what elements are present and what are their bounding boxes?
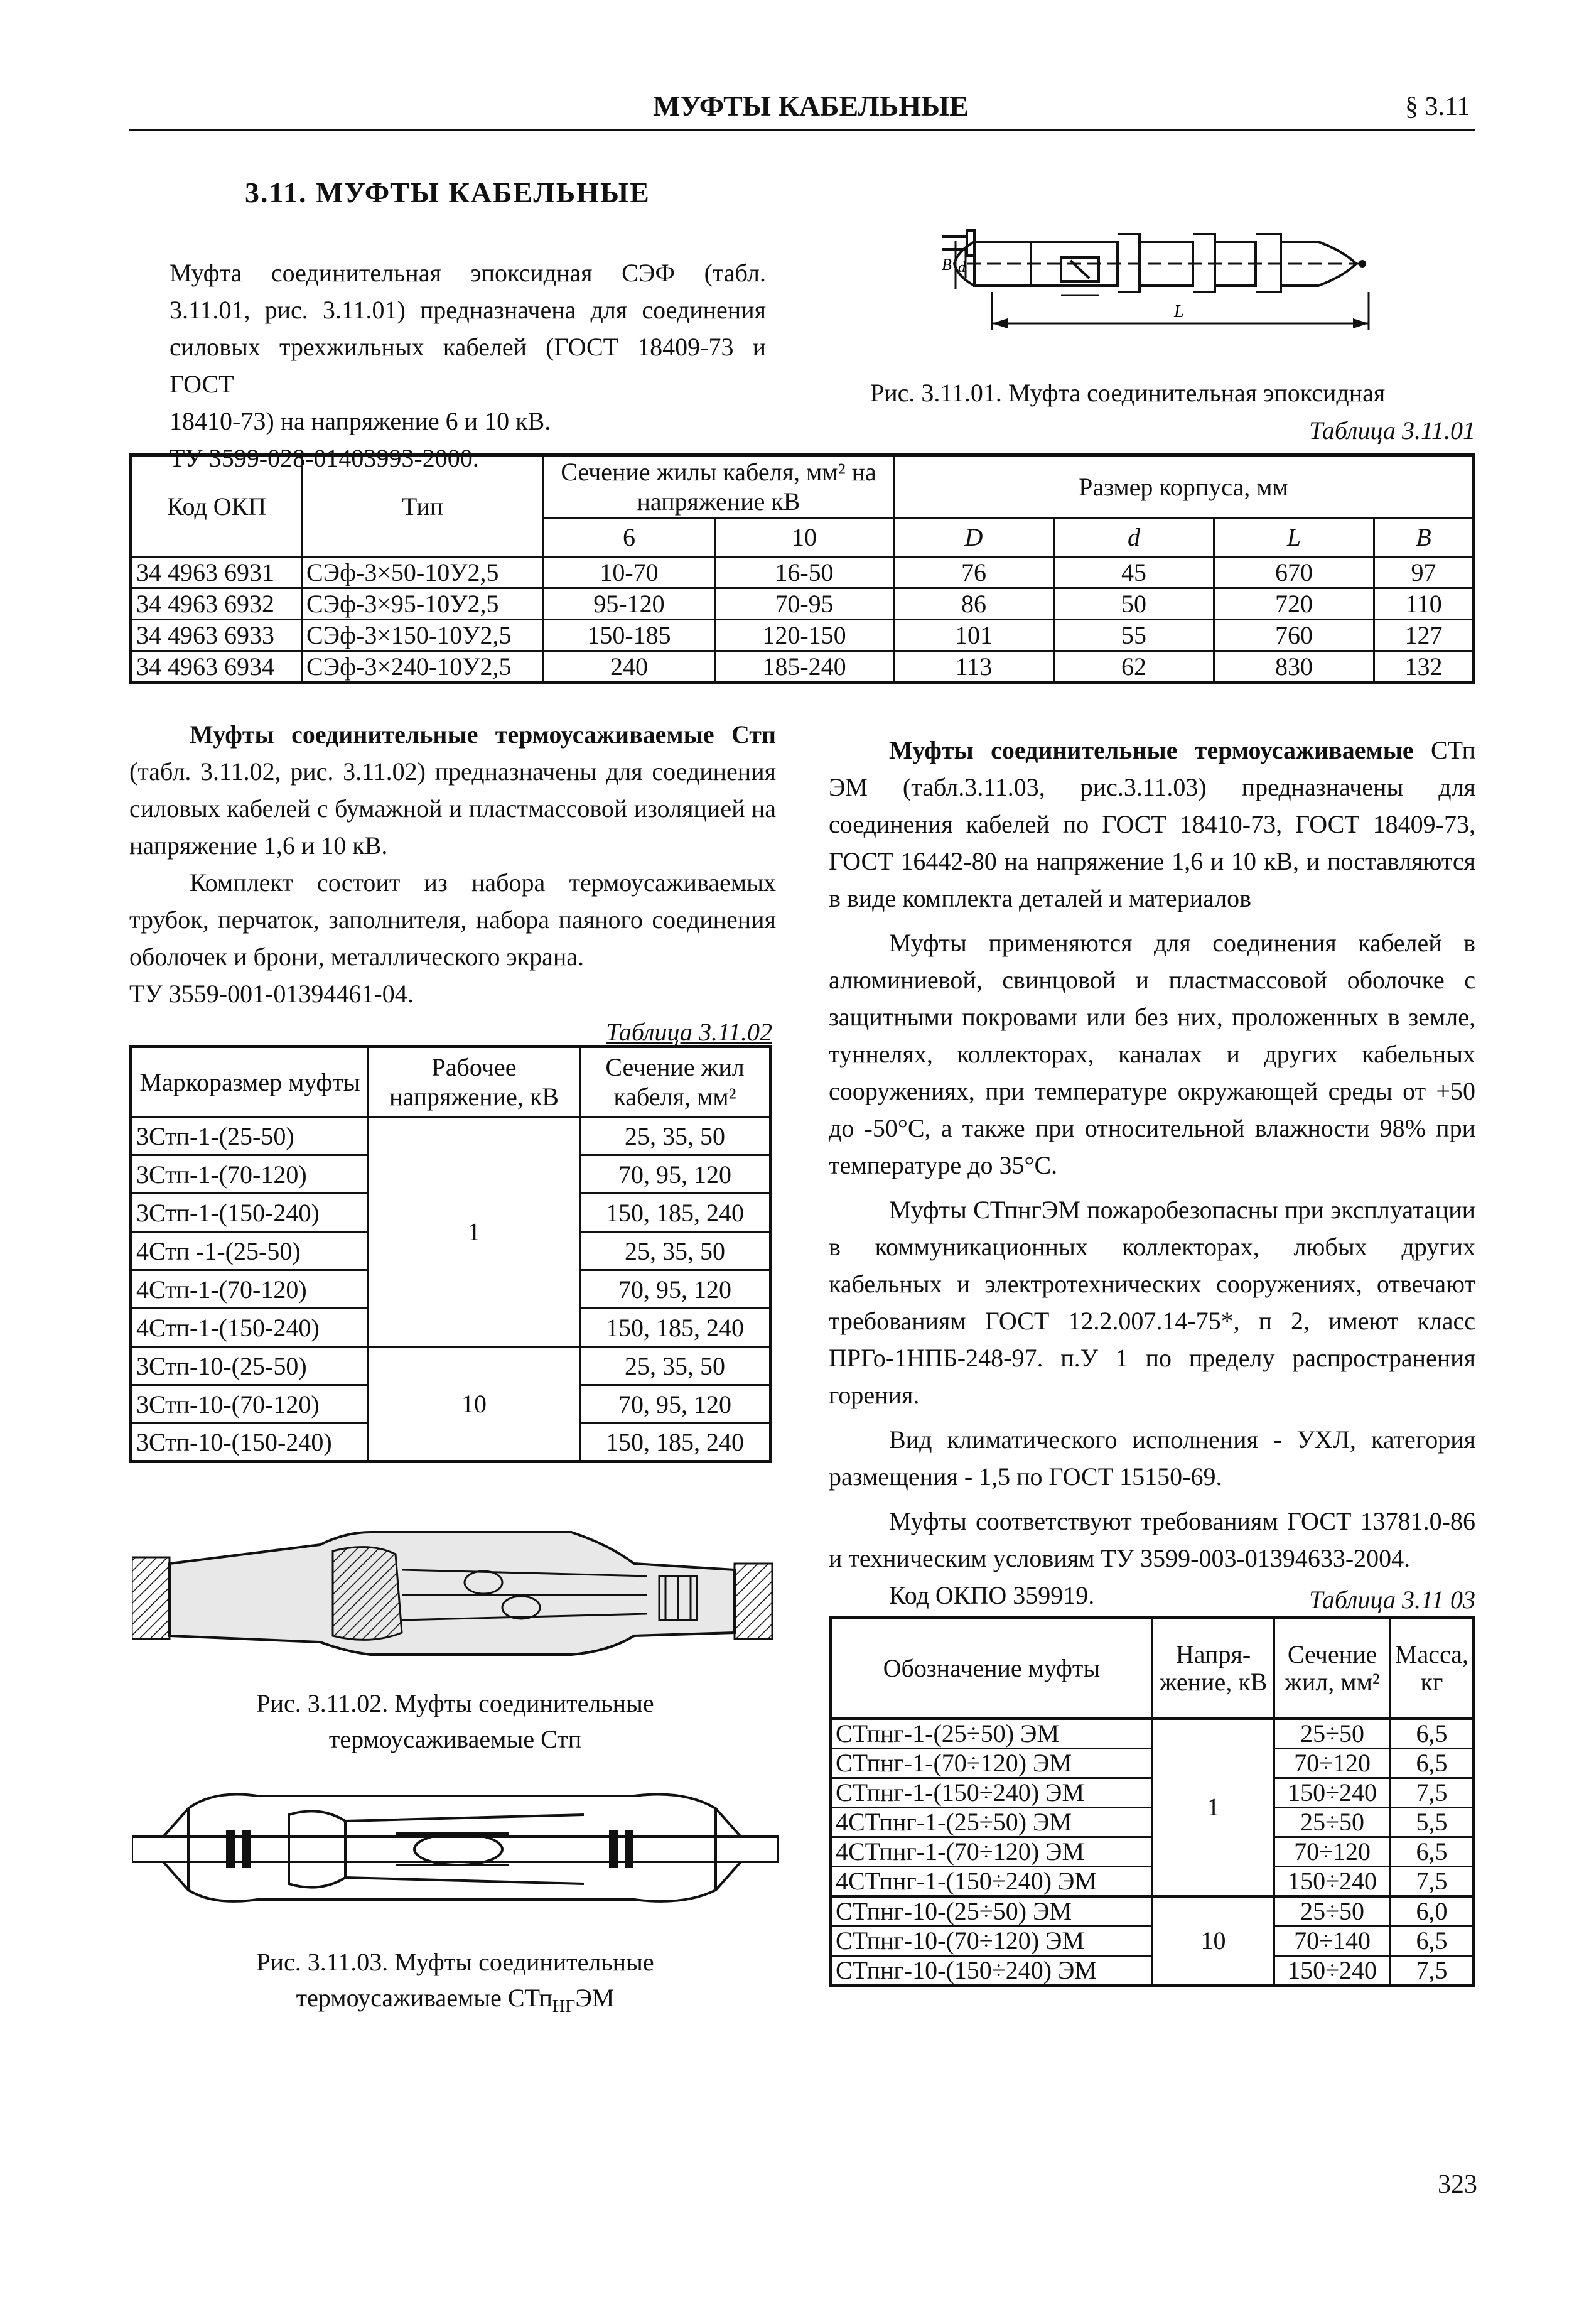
figure-3-caption-sub: НГ	[552, 1997, 576, 2016]
table-row	[131, 651, 1474, 683]
t2-mark: 3Стп-10-(25-50)	[131, 1347, 369, 1385]
header-rule	[129, 129, 1475, 131]
t1-sec6: 95-120	[544, 588, 715, 620]
t3-mass: 7,5	[1390, 1866, 1474, 1896]
left-paragraph-3: ТУ 3559-001-01394461-04.	[129, 980, 414, 1008]
t3-mass: 6,5	[1390, 1926, 1474, 1955]
intro-line-3: силовых трехжильных кабелей (ГОСТ 18409-73 и ГОСТ	[170, 333, 766, 398]
t1-d: 50	[1054, 588, 1214, 620]
left-p1-lead: Муфты соединительные термоусаживаемые Стп	[190, 720, 776, 749]
intro-line-1: Муфта соединительная эпоксидная СЭФ (табл.	[170, 259, 766, 287]
figure-heat-shrink-stpng	[132, 1771, 779, 1921]
t1-D: 101	[894, 620, 1054, 651]
t3-section: 25÷50	[1274, 1807, 1391, 1837]
table-row	[131, 1117, 771, 1155]
table-3-11-01	[129, 453, 1475, 684]
t3-voltage-1: 1	[1152, 1719, 1274, 1896]
t1-sec6: 240	[544, 651, 715, 683]
t2-section: 150, 185, 240	[580, 1309, 771, 1347]
t3-mass: 6,5	[1390, 1837, 1474, 1866]
intro-line-4: 18410-73) на напряжение 6 и 10 кВ.	[170, 407, 551, 435]
page-number: 323	[1438, 2170, 1477, 2199]
t3-designation: 4СТпнг-1-(70÷120) ЭМ	[831, 1837, 1153, 1866]
dim-label-L: L	[1174, 302, 1184, 322]
t1-code: 34 4963 6934	[131, 651, 302, 683]
t1-header-section: Сечение жилы кабеля, мм² на напряжение кВ	[544, 455, 894, 518]
t1-B: 110	[1374, 588, 1474, 620]
t1-B: 132	[1374, 651, 1474, 683]
t1-sub-d: d	[1054, 518, 1214, 557]
t3-header-voltage: Напря-жение, кВ	[1152, 1618, 1274, 1719]
t1-sub-6: 6	[544, 518, 715, 557]
t3-mass: 7,5	[1390, 1955, 1474, 1986]
table-row	[831, 1719, 1474, 1749]
t3-designation: СТпнг-10-(70÷120) ЭМ	[831, 1926, 1153, 1955]
table-row	[131, 588, 1474, 620]
dim-label-d: d	[958, 259, 966, 276]
t3-mass: 7,5	[1390, 1778, 1474, 1807]
t3-designation: 4СТпнг-1-(25÷50) ЭМ	[831, 1807, 1153, 1837]
table-row	[831, 1866, 1474, 1896]
right-paragraph-5: Муфты соответствуют требованиям ГОСТ 13781.0-86 и техническим условиям ТУ 3599-003-01394633-2004.	[829, 1507, 1475, 1572]
figure-3-caption-line-2	[132, 1980, 779, 2024]
figure-3-caption-pre: термоусаживаемые СТп	[296, 1984, 552, 2012]
figure-2-caption-line-1: Рис. 3.11.02. Муфты соединительные	[256, 1689, 654, 1717]
table-row	[831, 1926, 1474, 1955]
right-p1-rest: СТп ЭМ (табл.3.11.03, рис.3.11.03) предназначены для соединения кабелей по ГОСТ 18410-73, ГОСТ 18409-73, ГОСТ 16442-80 на напряжение 1,6 и 10 кВ, и поставляются в виде комплекта деталей и материалов	[829, 736, 1475, 912]
t1-type: СЭф-3×240-10У2,5	[302, 651, 544, 683]
t1-code: 34 4963 6931	[131, 557, 302, 588]
t2-voltage-10: 10	[369, 1347, 580, 1462]
t1-sec10: 185-240	[715, 651, 894, 683]
t1-L: 830	[1214, 651, 1374, 683]
t1-d: 55	[1054, 620, 1214, 651]
t3-section: 25÷50	[1274, 1719, 1391, 1749]
table-row	[831, 1748, 1474, 1778]
t1-header-type: Тип	[302, 455, 544, 557]
right-paragraph-6: Код ОКПО 359919.	[889, 1581, 1095, 1609]
t1-L: 720	[1214, 588, 1374, 620]
t1-L: 670	[1214, 557, 1374, 588]
t1-sec6: 10-70	[544, 557, 715, 588]
t2-section: 25, 35, 50	[580, 1117, 771, 1155]
t1-sec10: 16-50	[715, 557, 894, 588]
t2-header-voltage: Рабочее напряжение, кВ	[369, 1047, 580, 1117]
t2-voltage-1: 1	[369, 1117, 580, 1347]
t3-designation: СТпнг-1-(150÷240) ЭМ	[831, 1778, 1153, 1807]
t1-header-size: Размер корпуса, мм	[894, 455, 1474, 518]
t1-d: 45	[1054, 557, 1214, 588]
table-row	[831, 1778, 1474, 1807]
right-column-text	[829, 732, 1475, 1614]
left-paragraph-1	[129, 716, 776, 864]
t2-mark: 3Стп-10-(70-120)	[131, 1385, 369, 1424]
left-paragraph-2: Комплект состоит из набора термоусаживаемых трубок, перчаток, заполнителя, набора паяного соединения оболочек и брони, металлического экрана.	[129, 868, 776, 971]
t1-type: СЭф-3×95-10У2,5	[302, 588, 544, 620]
table-row	[831, 1807, 1474, 1837]
table-row	[831, 1896, 1474, 1927]
t1-sub-B: B	[1374, 518, 1474, 557]
figure-heat-shrink-stp	[132, 1507, 779, 1658]
intro-line-2: 3.11.01, рис. 3.11.01) предназначена для соединения	[170, 296, 766, 324]
section-title: 3.11. МУФТЫ КАБЕЛЬНЫЕ	[245, 176, 650, 208]
t3-section: 150÷240	[1274, 1866, 1391, 1896]
t3-section: 70÷140	[1274, 1926, 1391, 1955]
table-2-label: Таблица 3.11.02	[606, 1018, 772, 1046]
figure-2-caption-line-2: термоусаживаемые Стп	[328, 1725, 582, 1753]
t1-header-code: Код ОКП	[131, 455, 302, 557]
t1-D: 76	[894, 557, 1054, 588]
t3-voltage-10: 10	[1152, 1896, 1274, 1986]
intro-paragraph	[170, 254, 766, 477]
left-column-text	[129, 716, 776, 1012]
t3-section: 150÷240	[1274, 1778, 1391, 1807]
t3-mass: 5,5	[1390, 1807, 1474, 1837]
table-3-11-03	[829, 1616, 1475, 1987]
table-row	[131, 557, 1474, 588]
right-paragraph-4: Вид климатического исполнения - УХЛ, категория размещения - 1,5 по ГОСТ 15150-69.	[829, 1425, 1475, 1491]
t1-type: СЭф-3×50-10У2,5	[302, 557, 544, 588]
t2-mark: 4Стп-1-(150-240)	[131, 1309, 369, 1347]
t3-designation: СТпнг-10-(150÷240) ЭМ	[831, 1955, 1153, 1986]
running-header-title: МУФТЫ КАБЕЛЬНЫЕ	[653, 90, 969, 122]
t3-designation: 4СТпнг-1-(150÷240) ЭМ	[831, 1866, 1153, 1896]
t1-B: 127	[1374, 620, 1474, 651]
right-paragraph-1	[829, 732, 1475, 917]
t2-mark: 3Стп-10-(150-240)	[131, 1424, 369, 1462]
right-paragraph-2: Муфты применяются для соединения кабелей в алюминиевой, свинцовой и пластмассовой оболочке с защитными покровами или без них, проложенных в земле, туннелях, коллекторах, каналах и других кабельных сооружениях, при температуре окружающей среды от +50 до -50°С, а также при относительной влажности 98% при температуре до 35°С.	[829, 929, 1475, 1179]
t2-mark: 3Стп-1-(70-120)	[131, 1155, 369, 1194]
table-row	[131, 1347, 771, 1385]
t3-mass: 6,5	[1390, 1748, 1474, 1778]
t3-designation: СТпнг-1-(70÷120) ЭМ	[831, 1748, 1153, 1778]
t1-sec10: 120-150	[715, 620, 894, 651]
t3-section: 150÷240	[1274, 1955, 1391, 1986]
t1-code: 34 4963 6932	[131, 588, 302, 620]
right-paragraph-3: Муфты СТпнгЭМ пожаробезопасны при эксплуатации в коммуникационных коллекторах, любых других кабельных и электротехнических сооружениях, отвечают требованиям ГОСТ 12.2.007.14-75*, п 2, имеют класс ПРГо-1НПБ-248-97. п.У 1 по пределу распространения горения.	[829, 1196, 1475, 1409]
figure-epoxy-coupling	[929, 223, 1394, 349]
t2-header-mark: Маркоразмер муфты	[131, 1047, 369, 1117]
t1-code: 34 4963 6933	[131, 620, 302, 651]
t1-sub-L: L	[1214, 518, 1374, 557]
t2-section: 25, 35, 50	[580, 1232, 771, 1270]
table-row	[831, 1837, 1474, 1866]
table-3-11-02	[129, 1045, 772, 1463]
figure-3-caption-post: ЭМ	[575, 1984, 615, 2012]
figure-2-caption	[132, 1685, 779, 1757]
t1-D: 113	[894, 651, 1054, 683]
t1-D: 86	[894, 588, 1054, 620]
table-3-label: Таблица 3.11 03	[1309, 1586, 1475, 1614]
t3-section: 70÷120	[1274, 1748, 1391, 1778]
right-p1-lead: Муфты соединительные термоусаживаемые	[889, 736, 1414, 764]
t1-B: 97	[1374, 557, 1474, 588]
dim-label-B: B	[942, 256, 952, 274]
table-1-label: Таблица 3.11.01	[1309, 416, 1475, 445]
left-p1-rest: (табл. 3.11.02, рис. 3.11.02) предназначены для соединения силовых кабелей с бумажной и пластмассовой изоляцией на напряжение 1,6 и 10 кВ.	[129, 757, 776, 860]
t3-header-section: Сечение жил, мм²	[1274, 1618, 1391, 1719]
t2-section: 150, 185, 240	[580, 1194, 771, 1232]
t3-header-designation: Обозначение муфты	[831, 1618, 1153, 1719]
running-header-section: § 3.11	[1405, 92, 1470, 121]
t2-header-section: Сечение жил кабеля, мм²	[580, 1047, 771, 1117]
figure-1-caption: Рис. 3.11.01. Муфта соединительная эпоксидная	[870, 379, 1386, 407]
t3-designation: СТпнг-1-(25÷50) ЭМ	[831, 1719, 1153, 1749]
table-row	[831, 1955, 1474, 1986]
t1-sec6: 150-185	[544, 620, 715, 651]
table-row	[131, 620, 1474, 651]
t2-section: 25, 35, 50	[580, 1347, 771, 1385]
t2-section: 70, 95, 120	[580, 1385, 771, 1424]
t3-designation: СТпнг-10-(25÷50) ЭМ	[831, 1896, 1153, 1927]
t1-sec10: 70-95	[715, 588, 894, 620]
t3-section: 25÷50	[1274, 1896, 1391, 1927]
t2-mark: 4Стп -1-(25-50)	[131, 1232, 369, 1270]
t2-section: 70, 95, 120	[580, 1155, 771, 1194]
intro-line-5: ТУ 3599-028-01403993-2000.	[170, 444, 479, 472]
figure-3-caption-line-1: Рис. 3.11.03. Муфты соединительные	[256, 1948, 654, 1976]
t2-mark: 3Стп-1-(150-240)	[131, 1194, 369, 1232]
t2-section: 70, 95, 120	[580, 1270, 771, 1309]
figure-3-caption	[132, 1944, 779, 2024]
t2-mark: 3Стп-1-(25-50)	[131, 1117, 369, 1155]
t3-header-mass: Масса, кг	[1390, 1618, 1474, 1719]
t1-d: 62	[1054, 651, 1214, 683]
t1-L: 760	[1214, 620, 1374, 651]
t3-mass: 6,0	[1390, 1896, 1474, 1927]
t3-section: 70÷120	[1274, 1837, 1391, 1866]
t3-mass: 6,5	[1390, 1719, 1474, 1749]
t1-type: СЭф-3×150-10У2,5	[302, 620, 544, 651]
t1-sub-D: D	[894, 518, 1054, 557]
t2-section: 150, 185, 240	[580, 1424, 771, 1462]
t2-mark: 4Стп-1-(70-120)	[131, 1270, 369, 1309]
t1-sub-10: 10	[715, 518, 894, 557]
